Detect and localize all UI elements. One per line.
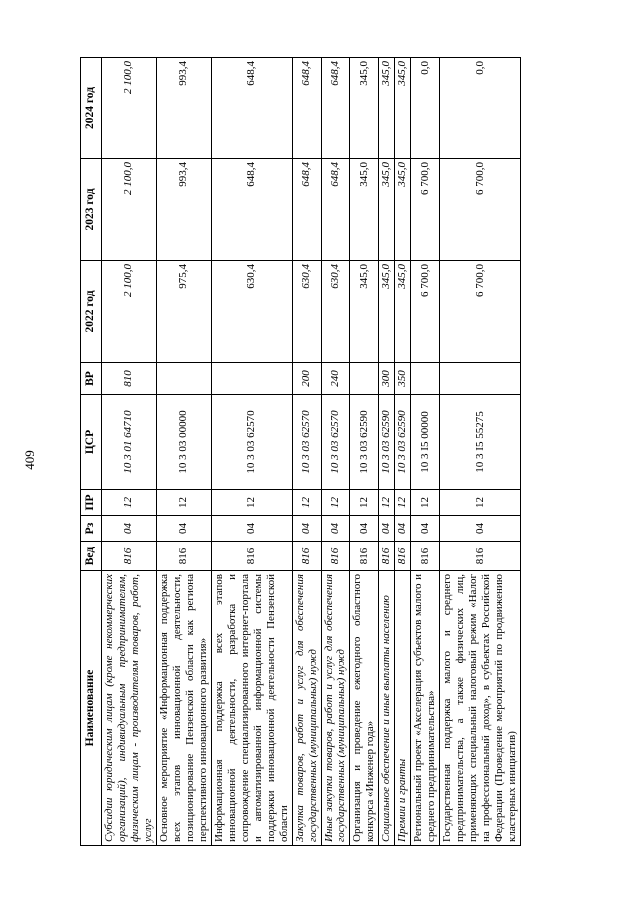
cell-name: Региональный проект «Акселерация субъектов малого и среднего предпринимательства» xyxy=(411,571,440,846)
cell-vr: 350 xyxy=(395,363,411,395)
cell-y2022: 630,4 xyxy=(292,261,321,363)
cell-y2024: 0,0 xyxy=(440,58,521,159)
cell-y2022: 6 700,0 xyxy=(440,261,521,363)
cell-pr: 12 xyxy=(292,490,321,516)
cell-y2022: 345,0 xyxy=(395,261,411,363)
cell-pr: 12 xyxy=(156,490,211,516)
cell-pr: 12 xyxy=(411,490,440,516)
cell-ved: 816 xyxy=(156,542,211,571)
cell-name: Основное мероприятие «Информационная поддержка всех этапов инновационной деятельности, позиционирование Пензенской области как региона перспективного инновационного развития» xyxy=(156,571,211,846)
header-vr: ВР xyxy=(81,363,102,395)
cell-y2023: 6 700,0 xyxy=(411,159,440,261)
cell-ved: 816 xyxy=(321,542,350,571)
cell-y2023: 6 700,0 xyxy=(440,159,521,261)
cell-rz: 04 xyxy=(379,516,395,542)
cell-rz: 04 xyxy=(292,516,321,542)
cell-y2024: 648,4 xyxy=(211,58,292,159)
cell-vr: 240 xyxy=(321,363,350,395)
cell-vr: 300 xyxy=(379,363,395,395)
budget-table xyxy=(80,57,521,846)
cell-y2024: 2 100,0 xyxy=(102,58,157,159)
cell-y2023: 993,4 xyxy=(156,159,211,261)
rotated-table-container xyxy=(80,58,610,846)
cell-vr xyxy=(156,363,211,395)
cell-csr: 10 3 03 62570 xyxy=(211,395,292,490)
header-pr: ПР xyxy=(81,490,102,516)
cell-ved: 816 xyxy=(292,542,321,571)
cell-y2024: 648,4 xyxy=(292,58,321,159)
cell-pr: 12 xyxy=(379,490,395,516)
header-csr: ЦСР xyxy=(81,395,102,490)
cell-vr xyxy=(350,363,379,395)
cell-rz: 04 xyxy=(395,516,411,542)
cell-y2022: 630,4 xyxy=(321,261,350,363)
cell-vr xyxy=(411,363,440,395)
cell-vr: 810 xyxy=(102,363,157,395)
cell-rz: 04 xyxy=(350,516,379,542)
cell-y2024: 648,4 xyxy=(321,58,350,159)
table-row xyxy=(156,58,211,846)
cell-csr: 10 3 03 00000 xyxy=(156,395,211,490)
header-rz: Рз xyxy=(81,516,102,542)
cell-csr: 10 3 03 62590 xyxy=(379,395,395,490)
cell-rz: 04 xyxy=(321,516,350,542)
cell-name: Социальное обеспечение и иные выплаты населению xyxy=(379,571,395,846)
cell-csr: 10 3 I5 00000 xyxy=(411,395,440,490)
table-row xyxy=(379,58,395,846)
cell-pr: 12 xyxy=(440,490,521,516)
cell-csr: 10 3 03 62590 xyxy=(350,395,379,490)
table-row xyxy=(211,58,292,846)
cell-name: Информационная поддержка всех этапов инновационной деятельности, разработка и сопровождение специализированного интернет-портала и автоматизированной информационной системы поддержки инновационной деятельности Пензенской области xyxy=(211,571,292,846)
table-row xyxy=(350,58,379,846)
cell-pr: 12 xyxy=(102,490,157,516)
cell-csr: 10 3 03 62590 xyxy=(395,395,411,490)
cell-y2023: 648,4 xyxy=(292,159,321,261)
table-row xyxy=(292,58,321,846)
cell-y2022: 2 100,0 xyxy=(102,261,157,363)
cell-csr: 10 3 I5 55275 xyxy=(440,395,521,490)
cell-y2024: 993,4 xyxy=(156,58,211,159)
cell-y2022: 345,0 xyxy=(350,261,379,363)
cell-rz: 04 xyxy=(440,516,521,542)
cell-csr: 10 3 01 64710 xyxy=(102,395,157,490)
cell-name: Субсидии юридическим лицам (кроме некоммерческих организаций), индивидуальным предпринимателям, физическим лицам - производителям товаров, работ, услуг xyxy=(102,571,157,846)
page-number: 409 xyxy=(22,450,37,470)
table-row xyxy=(411,58,440,846)
cell-name: Государственная поддержка малого и среднего предпринимательства, а также физических лиц, применяющих специальный налоговый режим «Налог на профессиональный доход», в субъектах Российской Федерации (Проведение мероприятий по продвижению кластерных инициатив) xyxy=(440,571,521,846)
cell-y2024: 345,0 xyxy=(395,58,411,159)
cell-rz: 04 xyxy=(102,516,157,542)
cell-y2023: 648,4 xyxy=(321,159,350,261)
cell-y2024: 345,0 xyxy=(350,58,379,159)
cell-y2022: 630,4 xyxy=(211,261,292,363)
cell-y2022: 345,0 xyxy=(379,261,395,363)
cell-y2023: 345,0 xyxy=(379,159,395,261)
cell-vr: 200 xyxy=(292,363,321,395)
cell-pr: 12 xyxy=(395,490,411,516)
cell-vr xyxy=(211,363,292,395)
cell-pr: 12 xyxy=(321,490,350,516)
cell-csr: 10 3 03 62570 xyxy=(321,395,350,490)
cell-name: Закупка товаров, работ и услуг для обеспечения государственных (муниципальных) нужд xyxy=(292,571,321,846)
header-2023: 2023 год xyxy=(81,159,102,261)
cell-name: Иные закупки товаров, работ и услуг для обеспечения государственных (муниципальных) нужд xyxy=(321,571,350,846)
cell-ved: 816 xyxy=(379,542,395,571)
cell-vr xyxy=(440,363,521,395)
header-ved: Вед xyxy=(81,542,102,571)
cell-ved: 816 xyxy=(395,542,411,571)
cell-y2023: 345,0 xyxy=(350,159,379,261)
table-row xyxy=(102,58,157,846)
cell-name: Организация и проведение ежегодного областного конкурса «Инженер года» xyxy=(350,571,379,846)
cell-ved: 816 xyxy=(350,542,379,571)
table-row xyxy=(321,58,350,846)
header-2024: 2024 год xyxy=(81,58,102,159)
cell-csr: 10 3 03 62570 xyxy=(292,395,321,490)
cell-y2024: 345,0 xyxy=(379,58,395,159)
cell-name: Премии и гранты xyxy=(395,571,411,846)
cell-y2024: 0,0 xyxy=(411,58,440,159)
cell-y2023: 648,4 xyxy=(211,159,292,261)
table-row xyxy=(395,58,411,846)
cell-ved: 816 xyxy=(440,542,521,571)
cell-ved: 816 xyxy=(211,542,292,571)
cell-pr: 12 xyxy=(211,490,292,516)
cell-y2023: 345,0 xyxy=(395,159,411,261)
header-2022: 2022 год xyxy=(81,261,102,363)
cell-rz: 04 xyxy=(411,516,440,542)
cell-pr: 12 xyxy=(350,490,379,516)
table-row xyxy=(440,58,521,846)
header-name: Наименование xyxy=(81,571,102,846)
cell-ved: 816 xyxy=(411,542,440,571)
cell-y2022: 975,4 xyxy=(156,261,211,363)
cell-ved: 816 xyxy=(102,542,157,571)
cell-y2023: 2 100,0 xyxy=(102,159,157,261)
table-body xyxy=(102,58,521,846)
cell-rz: 04 xyxy=(211,516,292,542)
cell-y2022: 6 700,0 xyxy=(411,261,440,363)
table-header-row xyxy=(81,58,102,846)
cell-rz: 04 xyxy=(156,516,211,542)
